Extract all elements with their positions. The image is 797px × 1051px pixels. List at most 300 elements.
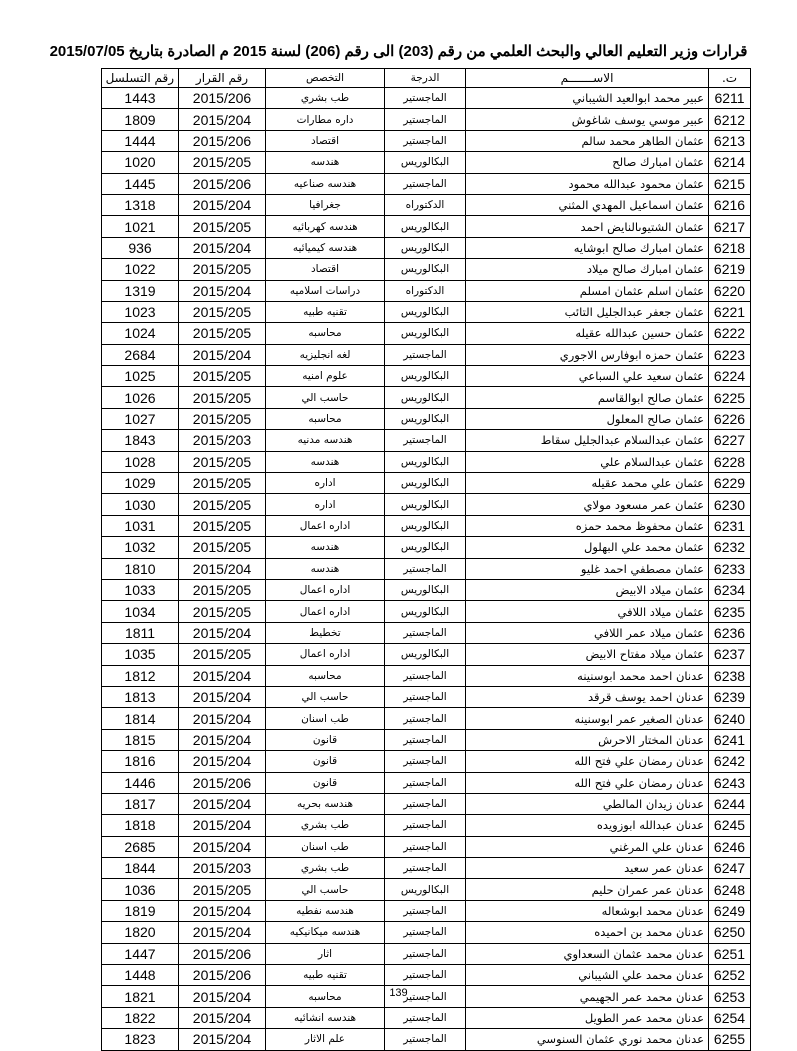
cell-serial: 1816	[102, 751, 179, 772]
table-row	[102, 387, 751, 408]
table-row	[102, 130, 751, 151]
cell-serial: 1812	[102, 665, 179, 686]
table-row	[102, 900, 751, 921]
cell-specialization: حاسب الي	[266, 686, 385, 707]
cell-decision: 2015/206	[179, 943, 266, 964]
cell-decision: 2015/205	[179, 601, 266, 622]
cell-name: عدنان محمد نوري عثمان السنوسي	[466, 1029, 709, 1050]
cell-decision: 2015/204	[179, 1029, 266, 1050]
cell-specialization: هندسه صناعيه	[266, 173, 385, 194]
table-row	[102, 686, 751, 707]
cell-serial: 1028	[102, 451, 179, 472]
cell-specialization: اداره اعمال	[266, 644, 385, 665]
cell-specialization: علوم امنيه	[266, 366, 385, 387]
table-row	[102, 579, 751, 600]
cell-specialization: حاسب الي	[266, 879, 385, 900]
table-row	[102, 194, 751, 215]
cell-no: 6248	[709, 879, 751, 900]
cell-no: 6238	[709, 665, 751, 686]
cell-serial: 1036	[102, 879, 179, 900]
cell-degree: البكالوريس	[385, 387, 466, 408]
cell-serial: 1813	[102, 686, 179, 707]
table-row	[102, 173, 751, 194]
cell-no: 6251	[709, 943, 751, 964]
cell-decision: 2015/204	[179, 622, 266, 643]
cell-serial: 1024	[102, 323, 179, 344]
cell-name: عدنان محمد عمر الجهيمي	[466, 986, 709, 1007]
cell-name: عثمان مصطفي احمد غليو	[466, 558, 709, 579]
cell-name: عدنان الصغير عمر ابوسنينه	[466, 708, 709, 729]
cell-serial: 1447	[102, 943, 179, 964]
table-row	[102, 537, 751, 558]
table-row	[102, 665, 751, 686]
cell-no: 6229	[709, 473, 751, 494]
cell-no: 6216	[709, 194, 751, 215]
cell-degree: البكالوريس	[385, 237, 466, 258]
cell-decision: 2015/205	[179, 408, 266, 429]
cell-specialization: تقنيه طبيه	[266, 965, 385, 986]
cell-degree: البكالوريس	[385, 579, 466, 600]
cell-no: 6249	[709, 900, 751, 921]
cell-specialization: هندسه مدنيه	[266, 430, 385, 451]
cell-name: عثمان الشتيوىالنايض احمد	[466, 216, 709, 237]
table-row	[102, 109, 751, 130]
cell-name: عثمان علي محمد عقيله	[466, 473, 709, 494]
table-header-row	[102, 69, 751, 88]
cell-no: 6231	[709, 515, 751, 536]
cell-no: 6234	[709, 579, 751, 600]
cell-no: 6241	[709, 729, 751, 750]
cell-specialization: قانون	[266, 772, 385, 793]
cell-degree: الماجستير	[385, 986, 466, 1007]
cell-serial: 1818	[102, 815, 179, 836]
cell-serial: 1811	[102, 622, 179, 643]
table-row	[102, 622, 751, 643]
cell-specialization: اداره اعمال	[266, 515, 385, 536]
cell-specialization: هندسه	[266, 537, 385, 558]
cell-specialization: هندسه انشائيه	[266, 1007, 385, 1028]
cell-decision: 2015/204	[179, 729, 266, 750]
cell-degree: البكالوريس	[385, 259, 466, 280]
table-row	[102, 1007, 751, 1028]
cell-degree: البكالوريس	[385, 515, 466, 536]
cell-no: 6232	[709, 537, 751, 558]
cell-name: عثمان ميلاد مفتاح الابيض	[466, 644, 709, 665]
cell-serial: 1318	[102, 194, 179, 215]
cell-degree: الماجستير	[385, 943, 466, 964]
cell-serial: 1810	[102, 558, 179, 579]
cell-serial: 1022	[102, 259, 179, 280]
cell-decision: 2015/204	[179, 986, 266, 1007]
cell-specialization: هندسه	[266, 152, 385, 173]
cell-degree: البكالوريس	[385, 451, 466, 472]
cell-name: عدنان احمد محمد ابوسنينه	[466, 665, 709, 686]
cell-serial: 1844	[102, 858, 179, 879]
cell-specialization: علم الاثار	[266, 1029, 385, 1050]
cell-degree: البكالوريس	[385, 494, 466, 515]
cell-decision: 2015/205	[179, 515, 266, 536]
cell-specialization: محاسبه	[266, 323, 385, 344]
cell-degree: الماجستير	[385, 922, 466, 943]
cell-no: 6220	[709, 280, 751, 301]
table-row	[102, 366, 751, 387]
cell-serial: 1027	[102, 408, 179, 429]
cell-name: عثمان عبدالسلام علي	[466, 451, 709, 472]
cell-specialization: داره مطارات	[266, 109, 385, 130]
cell-name: عثمان ميلاد اللافي	[466, 601, 709, 622]
cell-degree: الدكتوراه	[385, 280, 466, 301]
table-row	[102, 323, 751, 344]
cell-no: 6215	[709, 173, 751, 194]
table-row	[102, 858, 751, 879]
cell-serial: 1034	[102, 601, 179, 622]
table-row	[102, 88, 751, 109]
cell-decision: 2015/204	[179, 558, 266, 579]
cell-serial: 1035	[102, 644, 179, 665]
cell-degree: الماجستير	[385, 344, 466, 365]
cell-no: 6224	[709, 366, 751, 387]
cell-serial: 1029	[102, 473, 179, 494]
header-no: ت.	[709, 69, 751, 88]
cell-degree: الماجستير	[385, 900, 466, 921]
cell-name: عدنان المختار الاحرش	[466, 729, 709, 750]
cell-decision: 2015/205	[179, 537, 266, 558]
cell-no: 6219	[709, 259, 751, 280]
cell-specialization: جغرافيا	[266, 194, 385, 215]
table-row	[102, 494, 751, 515]
cell-no: 6240	[709, 708, 751, 729]
cell-decision: 2015/205	[179, 494, 266, 515]
cell-degree: البكالوريس	[385, 537, 466, 558]
cell-specialization: اقتصاد	[266, 130, 385, 151]
header-serial: رقم التسلسل	[102, 69, 179, 88]
cell-no: 6230	[709, 494, 751, 515]
cell-degree: البكالوريس	[385, 601, 466, 622]
cell-decision: 2015/205	[179, 366, 266, 387]
cell-name: عثمان سعيد علي السباعي	[466, 366, 709, 387]
cell-decision: 2015/205	[179, 579, 266, 600]
table-row	[102, 601, 751, 622]
cell-name: عدنان عبدالله ابوزويده	[466, 815, 709, 836]
table-row	[102, 943, 751, 964]
cell-serial: 1031	[102, 515, 179, 536]
cell-no: 6247	[709, 858, 751, 879]
cell-degree: البكالوريس	[385, 216, 466, 237]
cell-degree: البكالوريس	[385, 366, 466, 387]
cell-name: عدنان رمضان علي فتح الله	[466, 751, 709, 772]
cell-decision: 2015/203	[179, 430, 266, 451]
cell-specialization: اداره اعمال	[266, 601, 385, 622]
cell-no: 6237	[709, 644, 751, 665]
cell-decision: 2015/205	[179, 301, 266, 322]
cell-no: 6242	[709, 751, 751, 772]
cell-decision: 2015/206	[179, 965, 266, 986]
table-row	[102, 644, 751, 665]
cell-degree: البكالوريس	[385, 644, 466, 665]
cell-decision: 2015/205	[179, 879, 266, 900]
cell-no: 6233	[709, 558, 751, 579]
cell-no: 6221	[709, 301, 751, 322]
cell-serial: 1023	[102, 301, 179, 322]
cell-specialization: طب اسنان	[266, 836, 385, 857]
cell-name: عثمان ميلاد عمر اللافي	[466, 622, 709, 643]
cell-name: عثمان محفوظ محمد حمزه	[466, 515, 709, 536]
cell-serial: 1021	[102, 216, 179, 237]
cell-decision: 2015/205	[179, 451, 266, 472]
table-row	[102, 558, 751, 579]
cell-degree: الماجستير	[385, 708, 466, 729]
cell-no: 6227	[709, 430, 751, 451]
table-row	[102, 879, 751, 900]
cell-no: 6253	[709, 986, 751, 1007]
table-row	[102, 772, 751, 793]
cell-name: عدنان محمد عمر الطويل	[466, 1007, 709, 1028]
cell-name: عثمان امبارك صالح	[466, 152, 709, 173]
cell-degree: الماجستير	[385, 686, 466, 707]
cell-degree: البكالوريس	[385, 408, 466, 429]
cell-degree: الدكتوراه	[385, 194, 466, 215]
cell-serial: 1815	[102, 729, 179, 750]
cell-serial: 936	[102, 237, 179, 258]
cell-specialization: هندسه نفطيه	[266, 900, 385, 921]
cell-degree: الماجستير	[385, 815, 466, 836]
cell-specialization: طب بشري	[266, 815, 385, 836]
table-row	[102, 408, 751, 429]
cell-name: عدنان محمد بن احميده	[466, 922, 709, 943]
cell-specialization: اداره	[266, 494, 385, 515]
cell-specialization: هندسه	[266, 558, 385, 579]
cell-decision: 2015/204	[179, 194, 266, 215]
cell-specialization: اثار	[266, 943, 385, 964]
cell-specialization: لغه انجليزيه	[266, 344, 385, 365]
cell-degree: البكالوريس	[385, 152, 466, 173]
cell-specialization: طب بشري	[266, 858, 385, 879]
cell-specialization: هندسه	[266, 451, 385, 472]
cell-no: 6245	[709, 815, 751, 836]
cell-specialization: دراسات اسلاميه	[266, 280, 385, 301]
cell-decision: 2015/205	[179, 473, 266, 494]
cell-degree: الماجستير	[385, 772, 466, 793]
cell-decision: 2015/206	[179, 88, 266, 109]
table-body	[102, 88, 751, 1051]
cell-name: عثمان محمد علي البهلول	[466, 537, 709, 558]
cell-decision: 2015/204	[179, 922, 266, 943]
cell-name: عدنان محمد عثمان السعداوي	[466, 943, 709, 964]
cell-no: 6250	[709, 922, 751, 943]
cell-name: عدنان عمر عمران حليم	[466, 879, 709, 900]
cell-serial: 1026	[102, 387, 179, 408]
cell-decision: 2015/204	[179, 900, 266, 921]
table-row	[102, 729, 751, 750]
cell-name: عثمان امبارك صالح ابوشايه	[466, 237, 709, 258]
cell-decision: 2015/204	[179, 686, 266, 707]
cell-degree: البكالوريس	[385, 473, 466, 494]
header-degree: الدرجة	[385, 69, 466, 88]
cell-no: 6236	[709, 622, 751, 643]
cell-degree: الماجستير	[385, 751, 466, 772]
cell-name: عثمان صالح ابوالقاسم	[466, 387, 709, 408]
cell-no: 6226	[709, 408, 751, 429]
cell-serial: 1033	[102, 579, 179, 600]
cell-no: 6213	[709, 130, 751, 151]
cell-decision: 2015/206	[179, 173, 266, 194]
table-row	[102, 922, 751, 943]
table-row	[102, 451, 751, 472]
cell-specialization: محاسبه	[266, 665, 385, 686]
cell-no: 6228	[709, 451, 751, 472]
cell-decision: 2015/204	[179, 1007, 266, 1028]
cell-degree: الماجستير	[385, 109, 466, 130]
cell-serial: 1817	[102, 793, 179, 814]
cell-serial: 1445	[102, 173, 179, 194]
cell-degree: الماجستير	[385, 1029, 466, 1050]
cell-serial: 1809	[102, 109, 179, 130]
table-row	[102, 515, 751, 536]
decisions-table	[101, 68, 751, 1051]
cell-specialization: هندسه ميكانيكيه	[266, 922, 385, 943]
cell-decision: 2015/203	[179, 858, 266, 879]
cell-degree: الماجستير	[385, 729, 466, 750]
table-row	[102, 815, 751, 836]
cell-no: 6212	[709, 109, 751, 130]
table-row	[102, 259, 751, 280]
table-row	[102, 965, 751, 986]
cell-specialization: تخطيط	[266, 622, 385, 643]
cell-degree: البكالوريس	[385, 301, 466, 322]
document-title: قرارات وزير التعليم العالي والبحث العلمي من رقم (203) الى رقم (206) لسنة 2015 م الصادرة بتاريخ 2015/07/05	[49, 43, 748, 60]
cell-specialization: هندسه بحريه	[266, 793, 385, 814]
table-row	[102, 836, 751, 857]
cell-name: عثمان ميلاد الابيض	[466, 579, 709, 600]
cell-name: عثمان محمود عبدالله محمود	[466, 173, 709, 194]
cell-specialization: اداره	[266, 473, 385, 494]
cell-degree: الماجستير	[385, 793, 466, 814]
cell-degree: الماجستير	[385, 558, 466, 579]
cell-name: عثمان الطاهر محمد سالم	[466, 130, 709, 151]
cell-serial: 1819	[102, 900, 179, 921]
cell-serial: 1020	[102, 152, 179, 173]
cell-name: عثمان اسماعيل المهدي المثني	[466, 194, 709, 215]
cell-serial: 1821	[102, 986, 179, 1007]
header-name: الاســـــــم	[466, 69, 709, 88]
cell-no: 6223	[709, 344, 751, 365]
cell-decision: 2015/204	[179, 793, 266, 814]
cell-decision: 2015/204	[179, 109, 266, 130]
cell-name: عثمان حسين عبدالله عقيله	[466, 323, 709, 344]
cell-serial: 1443	[102, 88, 179, 109]
cell-name: عدنان علي المرغني	[466, 836, 709, 857]
cell-serial: 1444	[102, 130, 179, 151]
cell-name: عدنان رمضان علي فتح الله	[466, 772, 709, 793]
cell-serial: 2685	[102, 836, 179, 857]
cell-degree: الماجستير	[385, 622, 466, 643]
cell-serial: 1025	[102, 366, 179, 387]
cell-serial: 2684	[102, 344, 179, 365]
cell-decision: 2015/204	[179, 751, 266, 772]
cell-decision: 2015/206	[179, 130, 266, 151]
cell-serial: 1843	[102, 430, 179, 451]
cell-serial: 1820	[102, 922, 179, 943]
cell-no: 6222	[709, 323, 751, 344]
cell-degree: الماجستير	[385, 1007, 466, 1028]
cell-degree: الماجستير	[385, 88, 466, 109]
table-row	[102, 216, 751, 237]
cell-specialization: محاسبه	[266, 986, 385, 1007]
cell-serial: 1814	[102, 708, 179, 729]
table-row	[102, 793, 751, 814]
cell-name: عثمان صالح المعلول	[466, 408, 709, 429]
cell-decision: 2015/204	[179, 815, 266, 836]
cell-degree: الماجستير	[385, 836, 466, 857]
cell-serial: 1030	[102, 494, 179, 515]
cell-degree: الماجستير	[385, 430, 466, 451]
cell-no: 6218	[709, 237, 751, 258]
cell-decision: 2015/204	[179, 344, 266, 365]
header-specialization: التخصص	[266, 69, 385, 88]
cell-specialization: قانون	[266, 751, 385, 772]
page-number: 139	[389, 987, 408, 999]
cell-name: عدنان احمد يوسف قرقد	[466, 686, 709, 707]
cell-decision: 2015/204	[179, 280, 266, 301]
cell-name: عبير موسي يوسف شاغوش	[466, 109, 709, 130]
cell-degree: البكالوريس	[385, 879, 466, 900]
cell-name: عثمان اسلم عثمان امسلم	[466, 280, 709, 301]
cell-name: عدنان محمد ابوشعاله	[466, 900, 709, 921]
cell-decision: 2015/204	[179, 708, 266, 729]
cell-no: 6239	[709, 686, 751, 707]
cell-no: 6217	[709, 216, 751, 237]
cell-decision: 2015/205	[179, 323, 266, 344]
cell-no: 6244	[709, 793, 751, 814]
cell-no: 6252	[709, 965, 751, 986]
table-row	[102, 237, 751, 258]
cell-decision: 2015/205	[179, 152, 266, 173]
cell-specialization: طب اسنان	[266, 708, 385, 729]
table-row	[102, 152, 751, 173]
cell-decision: 2015/205	[179, 216, 266, 237]
cell-specialization: حاسب الي	[266, 387, 385, 408]
cell-no: 6254	[709, 1007, 751, 1028]
cell-name: عدنان عمر سعيد	[466, 858, 709, 879]
cell-no: 6214	[709, 152, 751, 173]
cell-specialization: اداره اعمال	[266, 579, 385, 600]
table-row	[102, 473, 751, 494]
cell-name: عثمان جعفر عبدالجليل التائب	[466, 301, 709, 322]
cell-degree: الماجستير	[385, 965, 466, 986]
cell-serial: 1319	[102, 280, 179, 301]
cell-name: عدنان محمد علي الشيباني	[466, 965, 709, 986]
cell-decision: 2015/206	[179, 772, 266, 793]
cell-specialization: قانون	[266, 729, 385, 750]
cell-name: عثمان حمزه ابوفارس الاجوري	[466, 344, 709, 365]
cell-no: 6255	[709, 1029, 751, 1050]
cell-name: عثمان عبدالسلام عبدالجليل سقاط	[466, 430, 709, 451]
cell-serial: 1822	[102, 1007, 179, 1028]
cell-no: 6246	[709, 836, 751, 857]
cell-name: عثمان عمر مسعود مولاي	[466, 494, 709, 515]
cell-serial: 1446	[102, 772, 179, 793]
cell-no: 6225	[709, 387, 751, 408]
cell-specialization: محاسبه	[266, 408, 385, 429]
cell-specialization: هندسه كيميائيه	[266, 237, 385, 258]
cell-no: 6211	[709, 88, 751, 109]
table-row	[102, 430, 751, 451]
header-decision: رقم القرار	[179, 69, 266, 88]
cell-decision: 2015/205	[179, 644, 266, 665]
cell-name: عدنان زيدان المالطي	[466, 793, 709, 814]
cell-decision: 2015/205	[179, 259, 266, 280]
table-row	[102, 344, 751, 365]
